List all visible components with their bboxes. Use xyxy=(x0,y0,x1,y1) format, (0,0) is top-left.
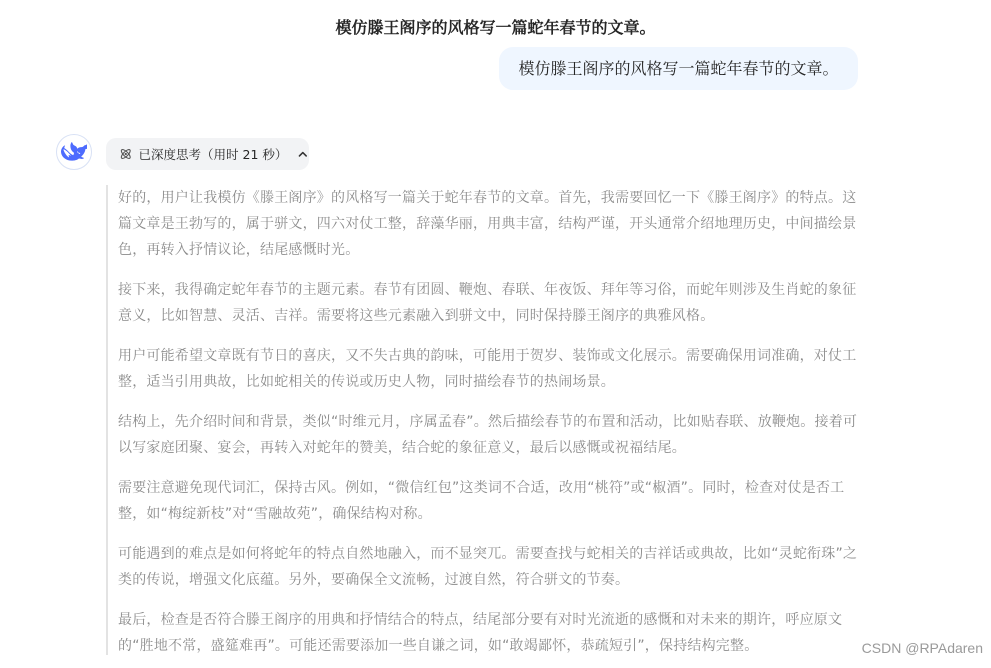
deep-think-label: 已深度思考（用时 21 秒） xyxy=(138,147,288,162)
thought-paragraph: 用户可能希望文章既有节日的喜庆，又不失古典的韵味，可能用于贺岁、装饰或文化展示。需要确保用词准确，对仗工整，适当引用典故，比如蛇相关的传说或历史人物，同时描绘春节的热闹场景。 xyxy=(118,348,857,390)
chevron-up-icon xyxy=(297,148,309,160)
watermark: CSDN @RPAdaren xyxy=(861,640,983,656)
atom-icon xyxy=(119,147,133,161)
deep-think-toggle[interactable] xyxy=(106,138,309,170)
thought-paragraph: 最后，检查是否符合滕王阁序的用典和抒情结合的特点，结尾部分要有对时光流逝的感慨和对未来的期许，呼应原文的“胜地不常，盛筵难再”。可能还需要添加一些自谦之词，如“敢竭鄙怀，恭疏短引”，保持结构完整。 xyxy=(118,612,843,654)
page-title: 模仿滕王阁序的风格写一篇蛇年春节的文章。 xyxy=(335,18,656,37)
user-message-bubble: 模仿滕王阁序的风格写一篇蛇年春节的文章。 xyxy=(499,47,858,90)
thought-process xyxy=(106,185,866,655)
thought-paragraph: 结构上，先介绍时间和背景，类似“时维元月，序属孟春”。然后描绘春节的布置和活动，比如贴春联、放鞭炮。接着可以写家庭团聚、宴会，再转入对蛇年的赞美，结合蛇的象征意义，最后以感慨或祝福结尾。 xyxy=(118,414,858,456)
thought-paragraph: 好的，用户让我模仿《滕王阁序》的风格写一篇关于蛇年春节的文章。首先，我需要回忆一下《滕王阁序》的特点。这篇文章是王勃写的，属于骈文，四六对仗工整，辞藻华丽，用典丰富，结构严谨，开头通常介绍地理历史，中间描绘景色，再转入抒情议论，结尾感慨时光。 xyxy=(118,190,857,258)
thought-paragraph: 需要注意避免现代词汇，保持古风。例如，“微信红包”这类词不合适，改用“桃符”或“椒酒”。同时，检查对仗是否工整，如“梅绽新枝”对“雪融故苑”，确保结构对称。 xyxy=(118,480,845,522)
whale-logo-icon xyxy=(61,142,87,162)
thought-paragraph: 可能遇到的难点是如何将蛇年的特点自然地融入，而不显突兀。需要查找与蛇相关的吉祥话或典故，比如“灵蛇衔珠”之类的传说，增强文化底蕴。另外，要确保全文流畅，过渡自然，符合骈文的节奏。 xyxy=(118,546,858,588)
thought-paragraph: 接下来，我得确定蛇年春节的主题元素。春节有团圆、鞭炮、春联、年夜饭、拜年等习俗，而蛇年则涉及生肖蛇的象征意义，比如智慧、灵活、吉祥。需要将这些元素融入到骈文中，同时保持滕王阁序的典雅风格。 xyxy=(118,282,857,324)
assistant-avatar xyxy=(56,134,92,170)
